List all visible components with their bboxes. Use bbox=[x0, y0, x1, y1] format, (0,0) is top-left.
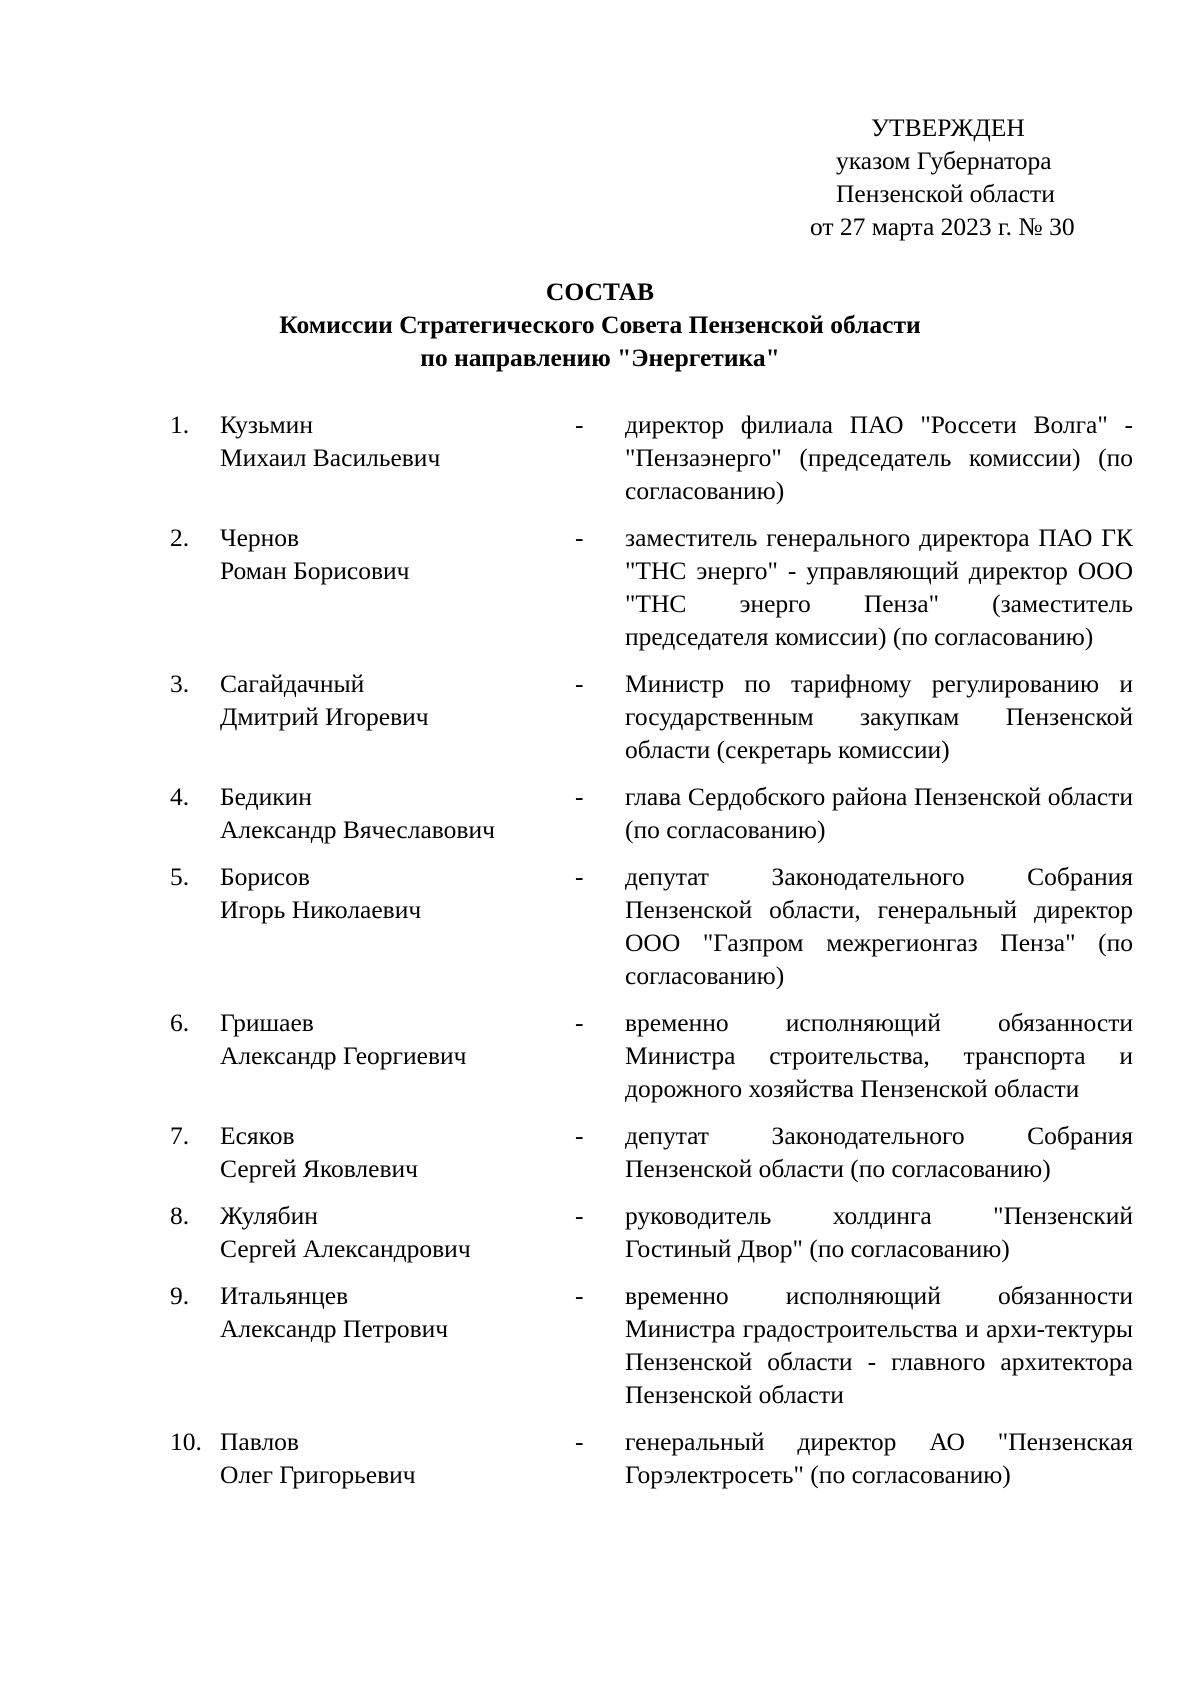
member-surname: Гришаев bbox=[220, 1008, 314, 1037]
member-given-name: Михаил Васильевич bbox=[220, 443, 441, 472]
member-row bbox=[170, 1006, 1133, 1105]
member-position: глава Сердобского района Пензенской области (по согласованию) bbox=[625, 782, 1133, 844]
member-name bbox=[220, 860, 575, 992]
member-given-name: Александр Вячеславович bbox=[220, 815, 495, 844]
member-name bbox=[220, 780, 575, 846]
member-dash: - bbox=[575, 862, 584, 891]
member-position: генеральный директор АО "Пензенская Горэлектросеть" (по согласованию) bbox=[625, 1427, 1133, 1489]
member-number: 6. bbox=[170, 1008, 190, 1037]
member-surname: Борисов bbox=[220, 862, 310, 891]
member-name bbox=[220, 408, 575, 507]
member-row bbox=[170, 408, 1133, 507]
member-surname: Бедикин bbox=[220, 782, 312, 811]
member-row bbox=[170, 667, 1133, 766]
member-dash: - bbox=[575, 782, 584, 811]
member-given-name: Олег Григорьевич bbox=[220, 1460, 416, 1489]
member-row bbox=[170, 780, 1133, 846]
member-given-name: Сергей Яковлевич bbox=[220, 1154, 418, 1183]
member-number: 10. bbox=[170, 1427, 202, 1456]
member-dash: - bbox=[575, 669, 584, 698]
member-surname: Есяков bbox=[220, 1121, 295, 1150]
member-row bbox=[170, 521, 1133, 653]
heading-title: СОСТАВ bbox=[545, 277, 655, 306]
member-position: временно исполняющий обязанности Министра строительства, транспорта и дорожного хозяйства Пензенской области bbox=[625, 1008, 1133, 1103]
member-surname: Павлов bbox=[220, 1427, 299, 1456]
member-row bbox=[170, 860, 1133, 992]
member-dash: - bbox=[575, 523, 584, 552]
member-given-name: Александр Петрович bbox=[220, 1314, 449, 1343]
member-number: 8. bbox=[170, 1201, 190, 1230]
member-name bbox=[220, 1199, 575, 1265]
member-number: 4. bbox=[170, 782, 190, 811]
member-position: депутат Законодательного Собрания Пензенской области, генеральный директор ООО "Газпром межрегионгаз Пенза" (по согласованию) bbox=[625, 862, 1133, 990]
member-name bbox=[220, 667, 575, 766]
member-number: 2. bbox=[170, 523, 190, 552]
member-surname: Чернов bbox=[220, 523, 300, 552]
member-given-name: Роман Борисович bbox=[220, 556, 410, 585]
member-surname: Итальянцев bbox=[220, 1281, 349, 1310]
member-name bbox=[220, 521, 575, 653]
heading-line-2: Комиссии Стратегического Совета Пензенской области bbox=[279, 310, 921, 339]
member-name bbox=[220, 1279, 575, 1411]
member-given-name: Дмитрий Игоревич bbox=[220, 702, 429, 731]
document-heading bbox=[150, 275, 1050, 374]
approval-line-1: УТВЕРЖДЕН bbox=[871, 113, 1025, 142]
member-dash: - bbox=[575, 1121, 584, 1150]
member-row bbox=[170, 1425, 1133, 1491]
member-number: 1. bbox=[170, 410, 190, 439]
member-given-name: Игорь Николаевич bbox=[220, 895, 422, 924]
heading-line-3: по направлению "Энергетика" bbox=[420, 343, 780, 372]
member-position: депутат Законодательного Собрания Пензенской области (по согласованию) bbox=[625, 1121, 1133, 1183]
member-given-name: Сергей Александрович bbox=[220, 1234, 471, 1263]
member-number: 5. bbox=[170, 862, 190, 891]
member-dash: - bbox=[575, 1008, 584, 1037]
member-row bbox=[170, 1279, 1133, 1411]
member-position: заместитель генерального директора ПАО ГК "ТНС энерго" - управляющий директор ООО "ТНС энерго Пенза" (заместитель председателя комиссии) (по согласованию) bbox=[625, 523, 1133, 651]
member-surname: Кузьмин bbox=[220, 410, 313, 439]
member-name bbox=[220, 1119, 575, 1185]
member-dash: - bbox=[575, 1201, 584, 1230]
member-number: 7. bbox=[170, 1121, 190, 1150]
member-dash: - bbox=[575, 410, 584, 439]
member-position: руководитель холдинга "Пензенский Гостиный Двор" (по согласованию) bbox=[625, 1201, 1133, 1263]
member-name bbox=[220, 1006, 575, 1105]
member-position: директор филиала ПАО "Россети Волга" - "Пензаэнерго" (председатель комиссии) (по согласованию) bbox=[625, 410, 1133, 505]
member-surname: Сагайдачный bbox=[220, 669, 365, 698]
approval-line-4: от 27 марта 2023 г. № 30 bbox=[810, 212, 1075, 241]
approval-stamp bbox=[780, 111, 1100, 243]
member-name bbox=[220, 1425, 575, 1491]
member-position: временно исполняющий обязанности Министра градостроительства и архи-тектуры Пензенской области - главного архитектора Пензенской области bbox=[625, 1281, 1133, 1409]
member-position: Министр по тарифному регулированию и государственным закупкам Пензенской области (секретарь комиссии) bbox=[625, 669, 1133, 764]
approval-line-3: Пензенской области bbox=[836, 179, 1055, 208]
member-dash: - bbox=[575, 1427, 584, 1456]
approval-line-2: указом Губернатора bbox=[836, 146, 1052, 175]
member-row bbox=[170, 1199, 1133, 1265]
members-list bbox=[170, 408, 1133, 1505]
member-number: 3. bbox=[170, 669, 190, 698]
member-surname: Жулябин bbox=[220, 1201, 318, 1230]
member-row bbox=[170, 1119, 1133, 1185]
member-given-name: Александр Георгиевич bbox=[220, 1041, 467, 1070]
member-dash: - bbox=[575, 1281, 584, 1310]
member-number: 9. bbox=[170, 1281, 190, 1310]
